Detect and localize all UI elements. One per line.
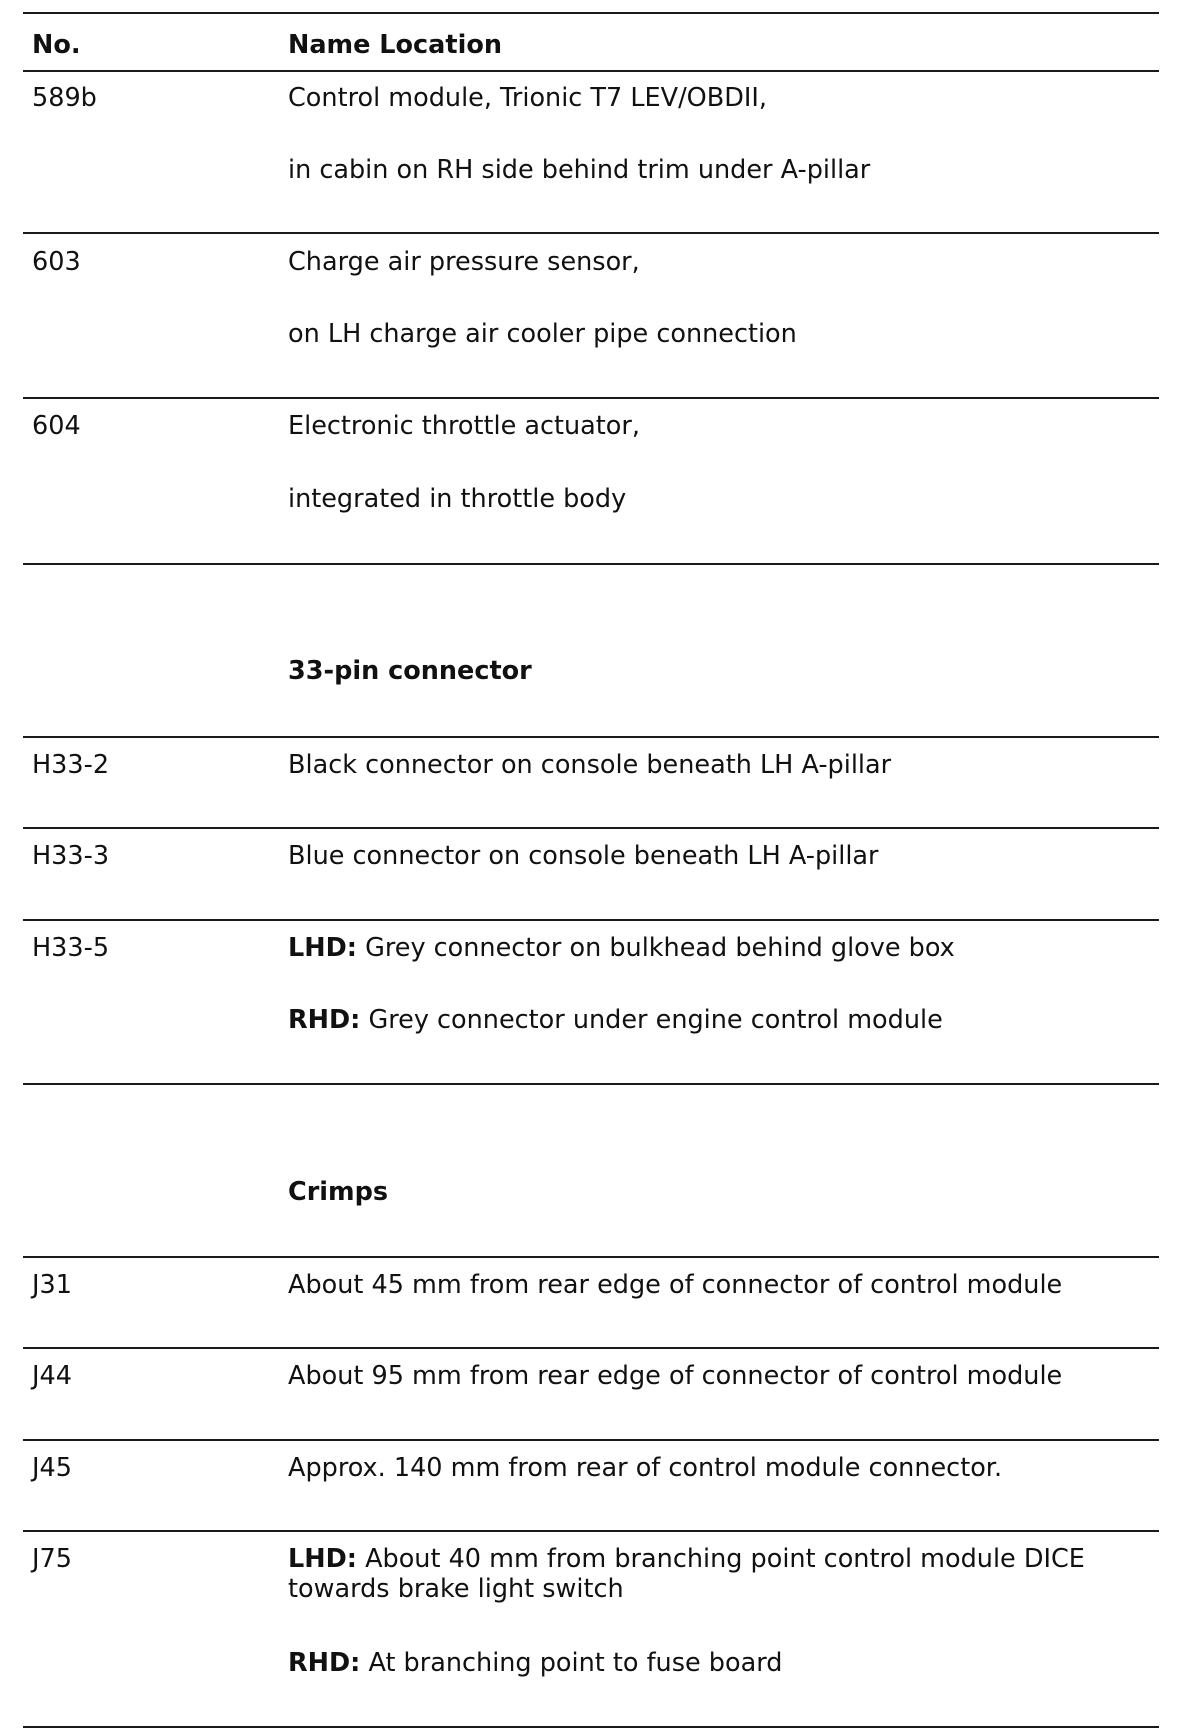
crimp-location-lhd (288, 1544, 1138, 1604)
row-rule (23, 1347, 1159, 1349)
row-rule (23, 1530, 1159, 1532)
top-rule (23, 12, 1159, 14)
connector-section-title: 33-pin connector (288, 656, 532, 686)
connector-no: H33-3 (32, 841, 110, 871)
crimp-no: J75 (32, 1544, 72, 1574)
connector-no: H33-5 (32, 933, 110, 963)
lhd-text: Grey connector on bulkhead behind glove box (356, 933, 955, 963)
row-rule (23, 397, 1159, 399)
row-rule (23, 919, 1159, 921)
connector-location-lhd (288, 933, 955, 963)
crimps-section-title: Crimps (288, 1177, 389, 1207)
crimp-no: J45 (32, 1453, 72, 1483)
connector-location-rhd (288, 1005, 943, 1035)
crimp-location: About 45 mm from rear edge of connector of control module (288, 1270, 1063, 1300)
rhd-text: At branching point to fuse board (360, 1648, 783, 1678)
row-rule (23, 736, 1159, 738)
header-name-location: Name Location (288, 30, 502, 60)
component-no: 603 (32, 247, 81, 277)
connector-location: Black connector on console beneath LH A-pillar (288, 750, 892, 780)
bottom-rule (23, 1726, 1159, 1728)
component-location: on LH charge air cooler pipe connection (288, 319, 797, 349)
component-name: Charge air pressure sensor, (288, 247, 640, 277)
component-no: 589b (32, 83, 97, 113)
component-name: Electronic throttle actuator, (288, 411, 640, 441)
row-rule (23, 1256, 1159, 1258)
header-rule (23, 70, 1159, 72)
rhd-label: RHD: (288, 1648, 361, 1678)
lhd-label: LHD: (288, 933, 357, 963)
connector-location: Blue connector on console beneath LH A-pillar (288, 841, 879, 871)
row-rule (23, 232, 1159, 234)
lhd-label: LHD: (288, 1544, 357, 1574)
component-name: Control module, Trionic T7 LEV/OBDII, (288, 83, 768, 113)
row-rule (23, 827, 1159, 829)
crimp-location: Approx. 140 mm from rear of control module connector. (288, 1453, 1003, 1483)
lhd-text: About 40 mm from branching point control module DICE towards brake light switch (288, 1544, 1085, 1604)
crimp-no: J31 (32, 1270, 72, 1300)
crimp-no: J44 (32, 1361, 72, 1391)
row-rule (23, 1439, 1159, 1441)
crimp-location: About 95 mm from rear edge of connector of control module (288, 1361, 1063, 1391)
rhd-label: RHD: (288, 1005, 361, 1035)
component-location: in cabin on RH side behind trim under A-pillar (288, 155, 871, 185)
connector-no: H33-2 (32, 750, 110, 780)
component-no: 604 (32, 411, 81, 441)
section-end-rule (23, 1083, 1159, 1085)
crimp-location-rhd (288, 1648, 782, 1678)
rhd-text: Grey connector under engine control module (360, 1005, 943, 1035)
section-end-rule (23, 563, 1159, 565)
header-no: No. (32, 30, 81, 60)
component-location: integrated in throttle body (288, 484, 627, 514)
